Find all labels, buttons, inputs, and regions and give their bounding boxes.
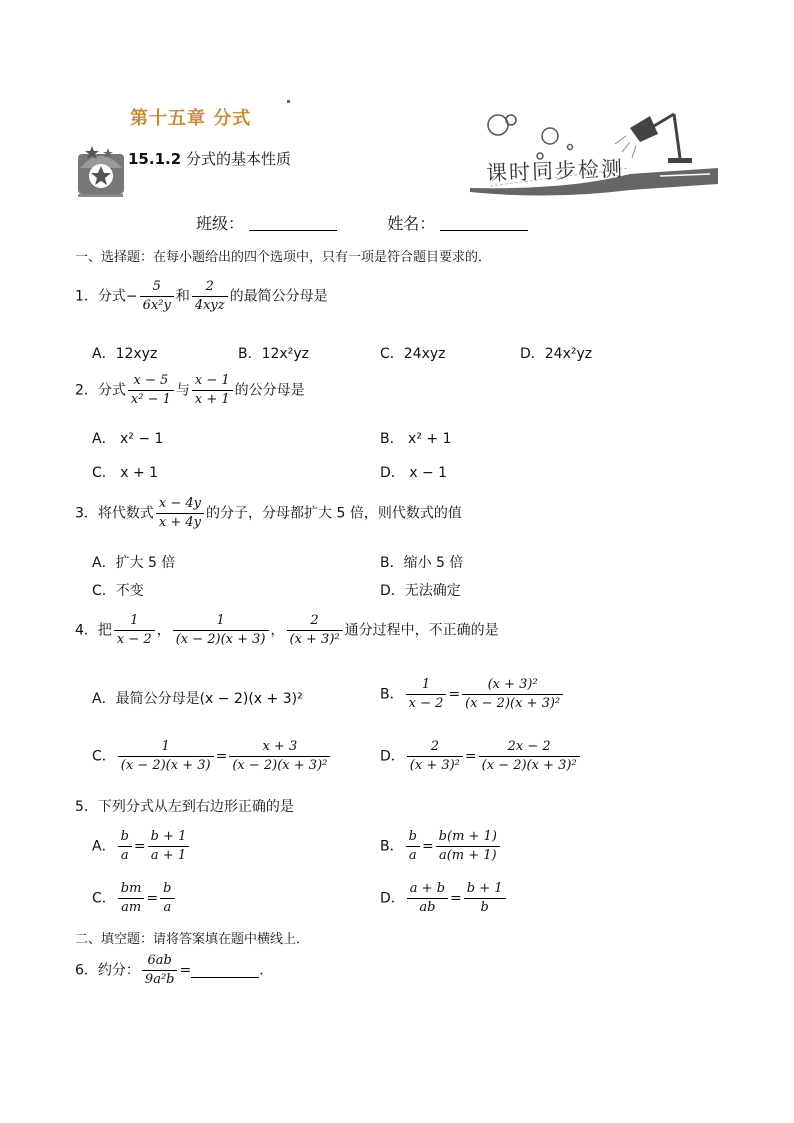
q4-fraction-2: $\frac{1}{(x - 2)(x + 3)}$	[173, 612, 269, 649]
q4-number: 4．把	[75, 622, 112, 639]
q2-fraction-1: $\frac{x - 5}{\text{x² − 1}}$	[128, 372, 174, 409]
q2-option-c[interactable]: C． x + 1	[92, 465, 159, 481]
question-3	[75, 495, 462, 532]
q1-option-c[interactable]: C．24xyz	[380, 346, 446, 362]
q5-option-c[interactable]: C． $\frac{bm}{am}$ = $\frac{b}{a}$	[92, 880, 177, 917]
name-blank[interactable]	[440, 214, 528, 231]
class-blank[interactable]	[249, 214, 337, 231]
q2-mid: 与	[175, 382, 190, 399]
q6-tail: ．	[259, 962, 274, 979]
q4-tail: 通分过程中，不正确的是	[344, 622, 499, 639]
q1-option-a[interactable]: A．12xyz	[92, 346, 158, 362]
q4-fraction-3: $\frac{2}{\text{(x + 3)²}}$	[287, 612, 343, 649]
q1-option-b[interactable]: B．12x²yz	[238, 346, 309, 362]
header-dot	[287, 100, 290, 103]
q4-option-c[interactable]: C． $\frac{1}{(x - 2)(x + 3)}$ = $\frac{x + 3}{\text{(x − 2)(x + 3)²}}$	[92, 738, 332, 775]
q4-option-a[interactable]: A．最简公分母是(x − 2)(x + 3)²	[92, 691, 303, 707]
q1-tail: 的最简公分母是	[229, 288, 328, 305]
q2-tail: 的公分母是	[234, 382, 305, 399]
q4-sep-2: ，	[270, 622, 285, 639]
q5-option-a[interactable]: A． $\frac{b}{a}$ = $\frac{b + 1}{a + 1}$	[92, 828, 191, 865]
question-5: 5．下列分式从左到右边形正确的是	[75, 799, 294, 815]
q6-answer-blank[interactable]	[191, 963, 259, 978]
q6-eq: =	[179, 962, 192, 979]
q1-number: 1．分式	[75, 288, 126, 305]
q4-fraction-1: $\frac{1}{x - 2}$	[114, 612, 155, 649]
q3-option-d[interactable]: D．无法确定	[380, 583, 461, 599]
q1-option-d[interactable]: D．24x²yz	[520, 346, 593, 362]
q4-option-b[interactable]: B． $\frac{1}{x - 2}$ = $\frac{\text{(x + 3)²}}{\text{(x − 2)(x + 3)²}}$	[380, 676, 565, 713]
q4-option-d[interactable]: D． $\frac{2}{\text{(x + 3)²}}$ = $\frac{2x - 2}{\text{(x − 2)(x + 3)²}}$	[380, 738, 582, 775]
q2-option-d[interactable]: D． x − 1	[380, 465, 448, 481]
part2-heading: 二、填空题：请将答案填在题中横线上．	[75, 932, 310, 947]
q4-sep-1: ，	[156, 622, 171, 639]
desk-lamp-icon	[615, 114, 692, 163]
q1-fraction-2: $\frac{2}{\text{4xyz}}$	[192, 278, 228, 315]
star-badge-icon	[78, 146, 124, 194]
student-info	[196, 211, 528, 234]
q3-tail: 的分子，分母都扩大 5 倍，则代数式的值	[206, 505, 462, 522]
part1-heading: 一、选择题：在每小题给出的四个选项中，只有一项是符合题目要求的．	[75, 250, 492, 265]
q2-option-a[interactable]: A． x² − 1	[92, 431, 164, 447]
q1-mid: 和	[175, 288, 190, 305]
q3-option-a[interactable]: A．扩大 5 倍	[92, 555, 176, 571]
question-6	[75, 952, 273, 989]
section-title	[128, 148, 291, 169]
q6-fraction: $\frac{6ab}{\text{9a²b}}$	[142, 952, 178, 989]
q1-fraction-1: $\frac{5}{\text{6x²y}}$	[140, 278, 174, 315]
q2-fraction-2: $\frac{x - 1}{x + 1}$	[192, 372, 233, 409]
q3-number: 3．将代数式	[75, 505, 154, 522]
q6-number: 6．约分：	[75, 962, 140, 979]
q3-option-c[interactable]: C．不变	[92, 583, 144, 599]
question-1	[75, 278, 328, 315]
section-name: 分式的基本性质	[185, 150, 291, 168]
chapter-title: 第十五章 分式	[130, 108, 252, 129]
bubbles-icon	[488, 115, 573, 159]
class-label: 班级：	[196, 214, 245, 233]
q3-option-b[interactable]: B．缩小 5 倍	[380, 555, 464, 571]
section-number: 15.1.2	[128, 150, 182, 168]
q3-fraction: $\frac{x - 4y}{x + 4y}$	[156, 495, 204, 532]
q5-option-d[interactable]: D． $\frac{a + b}{ab}$ = $\frac{b + 1}{b}$	[380, 880, 508, 917]
q1-neg: −	[125, 288, 138, 305]
name-label: 姓名：	[387, 214, 436, 233]
q5-option-b[interactable]: B． $\frac{b}{a}$ = $\frac{b(m + 1)}{a(m + 1)}$	[380, 828, 502, 865]
q2-number: 2．分式	[75, 382, 126, 399]
q2-option-b[interactable]: B． x² + 1	[380, 431, 452, 447]
question-4	[75, 612, 499, 649]
question-2	[75, 372, 305, 409]
banner-title: 课时同步检测	[485, 156, 625, 186]
